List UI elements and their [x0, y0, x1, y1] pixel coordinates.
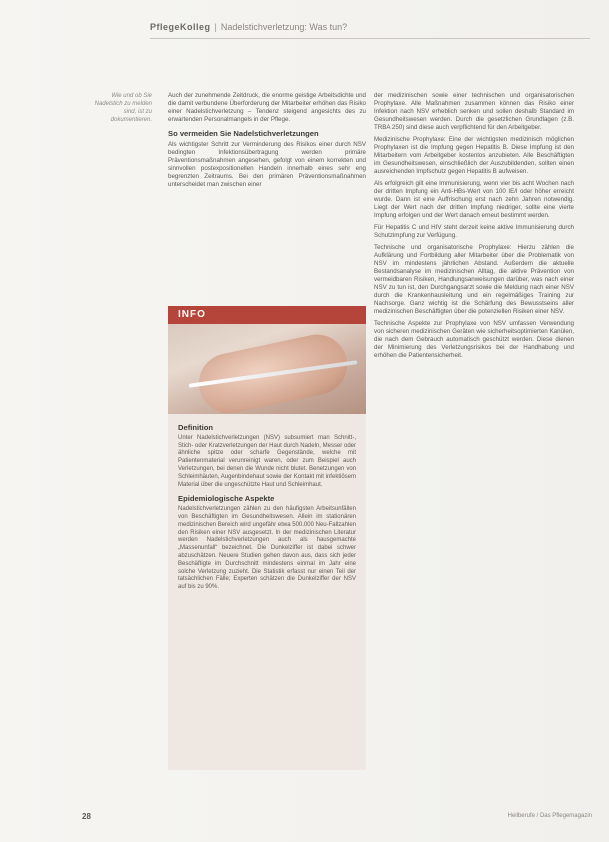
- header-separator: |: [214, 22, 217, 32]
- paragraph: Als erfolgreich gilt eine Immunisierung, wenn vier bis acht Wochen nach der dritten Impfung ein Anti-HBs-Wert von 100 IE/l oder höher erreicht wurde. Dann ist eine Auffrischung erst nach zehn Jahren notwendig. Liegt der Wert nach der dritten Impfung niedriger, sollte eine vierte Impfung erfolgen und der Wert danach erneut bestimmt werden.: [374, 180, 574, 219]
- info-heading: Epidemiologische Aspekte: [178, 494, 275, 504]
- publication-info: Heilberufe / Das Pflegemagazin: [507, 813, 592, 819]
- column-left: [168, 92, 366, 193]
- page-footer: [82, 812, 592, 826]
- info-box-body: [168, 414, 366, 606]
- paragraph: Technische und organisatorische Prophylaxe: Hierzu zählen die Aufklärung und Fortbildung aller Mitarbeiter über die Problematik von NSV im mindestens jährlichen Abstand. Außerdem die aktuelle Bestandsanalyse im medizinischen Alltag, die aktive Prävention von vermeidbaren Risiken, Handlungsanweisungen darüber, was nach einer NSV zu tun ist, den Durchgangsarzt sowie die Meldung nach einer NSV durch die Krankenhausleitung und ein regelmäßiges Training zur Nachsorge. Ganz wichtig ist die Schärfung des Bewusstseins aller medizinischen Beschäftigten über die potenziellen Risiken einer NSV.: [374, 244, 574, 315]
- info-heading: Definition: [178, 423, 214, 432]
- info-box: [168, 306, 366, 770]
- paragraph: der medizinischen sowie einer technischen und organisatorischen Prophylaxe. Alle Maßnahmen zusammen können das Risiko einer Infektion nach NSV erheblich senken und sollen deshalb Standard im Gesundheitswesen werden. Durch die gesetzlichen Grundlagen (z.B. TRBA 250) sind diese auch verpflichtend für den Arbeitgeber.: [374, 92, 574, 131]
- brand-label: PflegeKolleg: [150, 22, 211, 32]
- margin-note: Wie und ob Sie Nadelstich zu melden sind, ist zu dokumentieren.: [94, 93, 152, 123]
- paragraph: Als wichtigster Schritt zur Verminderung des Risikos einer durch NSV bedingten Infektionsübertragung werden primäre Präventionsmaßnahmen angesehen, gefolgt von einem korrekten und sinnvollen postexpositionellen Handeln innerhalb eines sehr eng begrenzten Zeitraums. Bei den primären Präventionsmaßnahmen unterscheidet man zwischen einer: [168, 141, 366, 188]
- paragraph: Technische Aspekte zur Prophylaxe von NSV umfassen Verwendung von sicheren medizinischen Geräten wie sicherheitsoptimierten Kanülen, die nach dem Gebrauch automatisch geschützt werden. Diese dienen der Minimierung des Verletzungsrisikos bei der Handhabung und erhöhen die Patientensicherheit.: [374, 320, 574, 359]
- paragraph: Auch der zunehmende Zeitdruck, die enorme geistige Arbeitsdichte und die damit verbundene Überforderung der Mitarbeiter erhöhen das Risiko einer Nadelstichverletzung – Tendenz steigend angesichts des zu erwartenden Personalmangels in der Pflege.: [168, 92, 366, 123]
- section-heading: So vermeiden Sie Nadelstichverletzungen: [168, 129, 319, 138]
- header-topic: Nadelstichverletzung: Was tun?: [220, 22, 348, 32]
- paragraph: Für Hepatitis C und HIV steht derzeit keine aktive Immunisierung durch Schutzimpfung zur Verfügung.: [374, 224, 574, 239]
- paragraph: Medizinische Prophylaxe: Eine der wichtigsten medizinisch möglichen Prophylaxen ist die Impfung gegen Hepatitis B. Diese Impfung ist den Mitarbeitern vom Arbeitgeber kostenlos anzubieten. Alle Beschäftigten im Gesundheitswesen, einschließlich der Auszubildenden, sollten einen ausreichenden Impfschutz gegen Hepatitis B aufweisen.: [374, 136, 574, 175]
- running-header: [150, 22, 590, 39]
- info-box-title: INFO: [168, 306, 366, 324]
- finger-needle-photo: [168, 324, 366, 414]
- info-paragraph: Unter Nadelstichverletzungen (NSV) subsumiert man Schnitt-, Stich- oder Kratzverletzungen der Haut durch Nadeln, Messer oder ähnliche spitze oder scharfe Gegenstände, welche mit Patientenmaterial verunreinigt waren, oder zum Beispiel auch Verletzungen, bei denen die Wunde nicht blutet. Benetzungen von Schleimhäuten, Augenbindehaut sowie der Kontakt mit infektiösem Material über die ungeschützte Haut und Schleimhaut.: [178, 434, 356, 488]
- info-paragraph: Nadelstichverletzungen zählen zu den häufigsten Arbeitsunfällen von Beschäftigten im Gesundheitswesen. Allein im stationären medizinischen Bereich wird ungefähr etwa 500.000 Neu-Fallzahlen den Risiken einer NSV ausgesetzt. In der medizinischen Literatur werden Nadelstichverletzungen auch als hausgemachte „Massenunfall“ bezeichnet. Die Dunkelziffer ist dabei schwer abzuschätzen. Neuere Studien gehen davon aus, dass sich jeder Beschäftigte im Durchschnitt mindestens einmal im Jahr eine solche Verletzung zuzieht. Die Statistik erfasst nur einen Teil der tatsächlichen Fälle; Experten schätzen die Dunkelziffer der NSV auf bis zu 90%.: [178, 506, 356, 591]
- page-number: 28: [82, 812, 91, 821]
- column-right: [374, 92, 574, 364]
